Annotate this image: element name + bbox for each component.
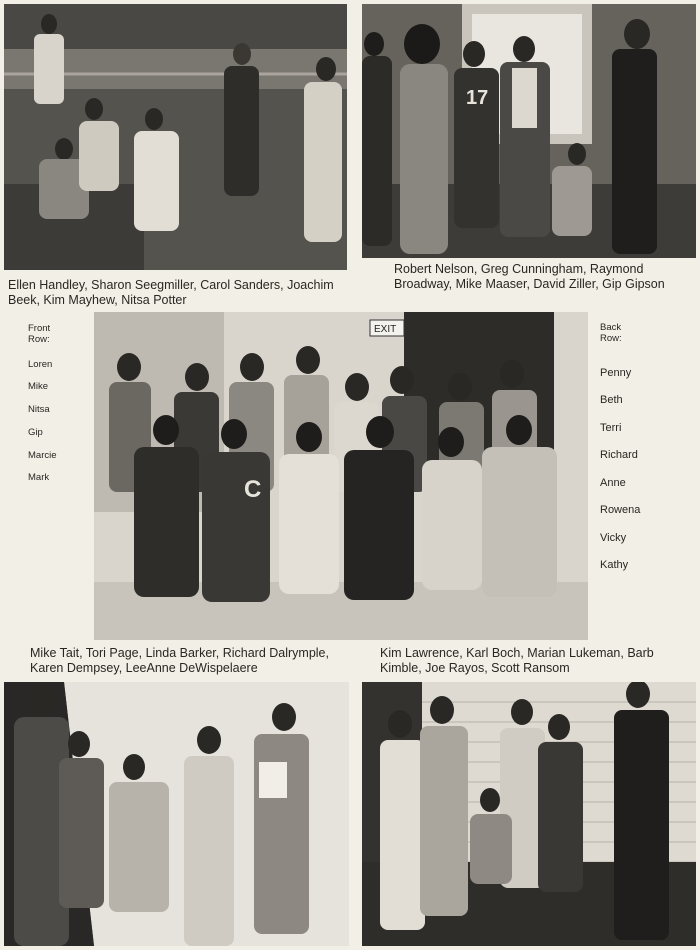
front-row-heading-2: Row: [28, 334, 50, 345]
photo-top-left [4, 4, 347, 270]
back-row-name: Anne [600, 477, 626, 489]
photo-group-middle [94, 312, 588, 640]
back-row-name: Terri [600, 422, 622, 434]
back-row-list [600, 322, 680, 582]
photo-bottom-right [362, 682, 696, 946]
front-row-name: Nitsa [28, 404, 50, 415]
caption-middle-right: Kim Lawrence, Karl Boch, Marian Lukeman, Barb Kimble, Joe Rayos, Scott Ransom [380, 646, 654, 675]
jacket-letter: C [244, 476, 262, 503]
front-row-name: Mike [28, 381, 49, 392]
caption-top-right: Robert Nelson, Greg Cunningham, Raymond Broadway, Mike Maaser, David Ziller, Gip Gipson [394, 262, 665, 291]
jersey-number: 17 [466, 87, 489, 109]
back-row-heading-2: Row: [600, 333, 622, 344]
exit-sign: EXIT [374, 324, 397, 335]
photo-bottom-left [4, 682, 349, 946]
back-row-name: Rowena [600, 504, 641, 516]
back-row-name: Penny [600, 367, 632, 379]
front-row-list [28, 323, 88, 493]
back-row-name: Vicky [600, 532, 627, 544]
caption-top-left: Ellen Handley, Sharon Seegmiller, Carol Sanders, Joachim Beek, Kim Mayhew, Nitsa Potter [8, 278, 334, 307]
front-row-name: Gip [28, 427, 43, 438]
front-row-name: Marcie [28, 450, 57, 461]
back-row-name: Kathy [600, 559, 629, 571]
photo-top-right [362, 4, 696, 258]
back-row-heading-1: Back [600, 322, 622, 333]
caption-middle-left: Mike Tait, Tori Page, Linda Barker, Richard Dalrymple, Karen Dempsey, LeeAnne DeWispelaere [30, 646, 329, 675]
back-row-name: Beth [600, 394, 623, 406]
front-row-name: Loren [28, 359, 53, 370]
front-row-name: Mark [28, 472, 50, 483]
front-row-heading-1: Front [28, 323, 51, 334]
back-row-name: Richard [600, 449, 638, 461]
